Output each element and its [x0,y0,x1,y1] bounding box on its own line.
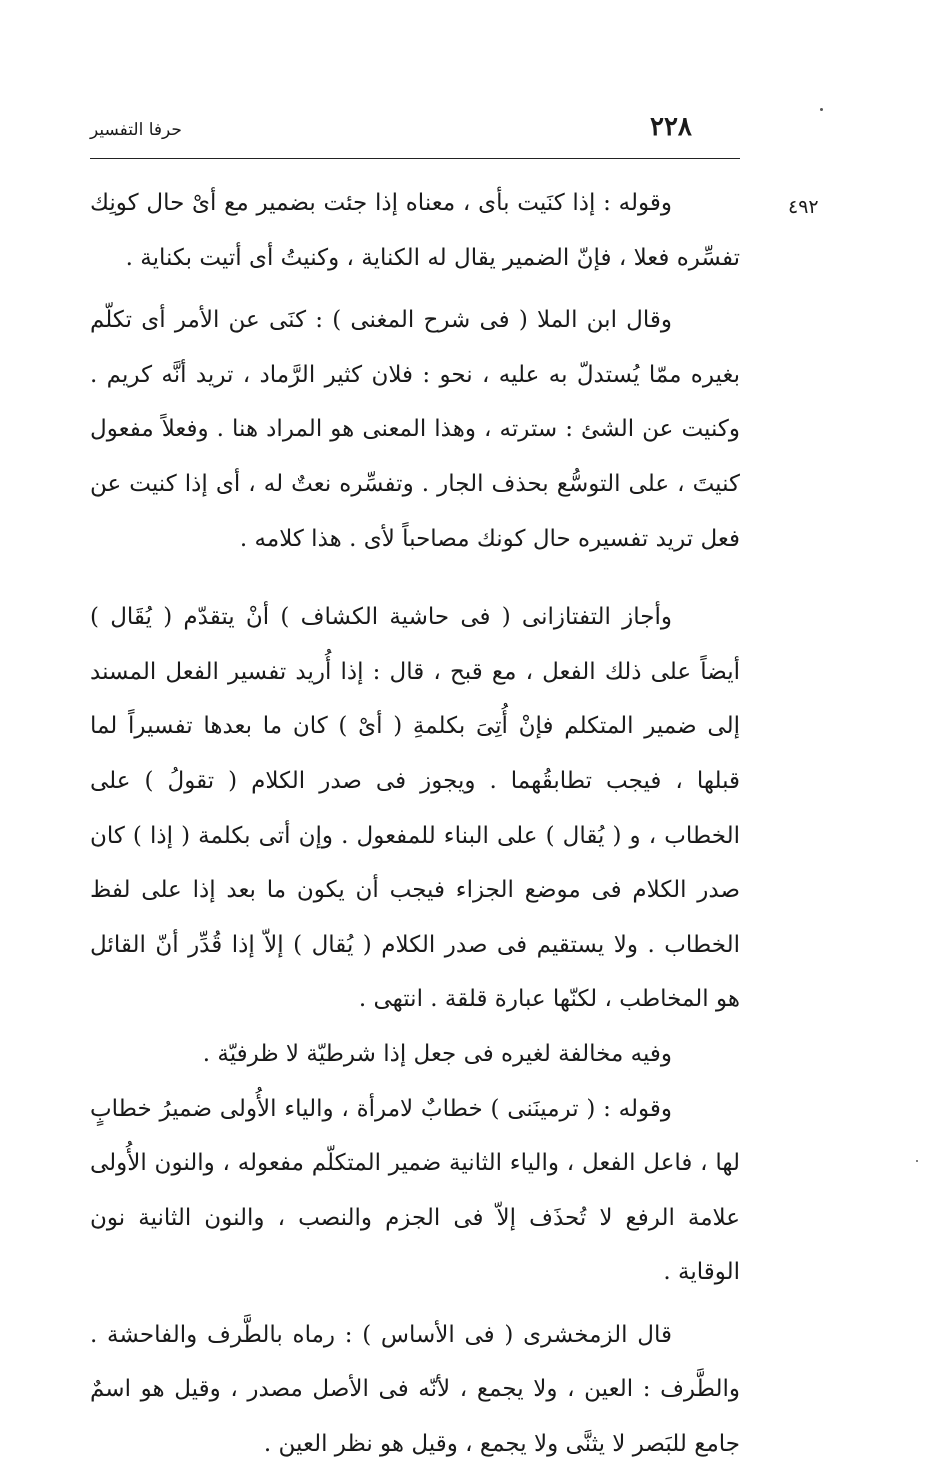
paragraph-2: وقال ابن الملا ( فى شرح المغنى ) : كنَى عن الأمر أى تكلّم بغيره ممّا يُستدلّ به عليه ، نحو : فلان كثير الرَّماد ، تريد أنَّه كريم . وكنيت عن الشئ : سترته ، وهذا المعنى هو المراد هنا . وفعلاً مفعول كنيتَ ، على التوسُّع بحذف الجار . وتفسِّره نعتٌ له ، أى إذا كنيت عن فعل تريد تفسيره حال كونك مصاحباً لأى . هذا كلامه . [90,307,740,552]
margin-entry-number: ٤٩٢ [788,196,819,218]
paragraph-1: وقوله : إذا كنَيت بأى ، معناه إذا جئت بضمير مع أىْ حال كونِك تفسِّره فعلا ، فإنّ الضمير يقال له الكناية ، وكنيتُ أى أتيت بكناية . [90,190,740,271]
paragraph-5: وقوله : ( ترمينَنى ) خطابٌ لامرأة ، والياء الأُولى ضميرُ خطابٍ لها ، فاعل الفعل ، والياء الثانية ضمير المتكلّم مفعوله ، والنون الأُولى علامة الرفع لا تُحذَف إلاّ فى الجزم والنصب ، والنون الثانية نون الوقاية . [90,1095,740,1286]
page-number: ٢٢٨ [650,112,692,142]
scan-speck [820,108,823,111]
scan-speck [916,1160,918,1162]
paragraph-3: وأجاز التفتازانى ( فى حاشية الكشاف ) أنْ يتقدّم ( يُقَال ) أيضاً على ذلك الفعل ، مع قبح ، قال : إذا أُريد تفسير الفعل المسند إلى ضمير المتكلم فإنْ أُتِىَ بكلمةِ ( أىْ ) كان ما بعدها تفسيراً لما قبلها ، فيجب تطابقُهما . ويجوز فى صدر الكلام ( تقولُ ) على الخطاب ، و ( يُقال ) على البناء للمفعول . وإن أتى بكلمة ( إذا ) كان صدر الكلام فى موضع الجزاء فيجب أن يكون ما بعد إذا على لفظ الخطاب . ولا يستقيم فى صدر الكلام ( يُقال ) إلاّ إذا قُدِّر أنّ القائل هو المخاطب ، لكنّها عبارة قلقة . انتهى . [90,604,740,1013]
header-divider [90,158,740,159]
page-header [90,108,740,158]
paragraph-6: قال الزمخشرى ( فى الأساس ) : رماه بالطَّرف والفاحشة . والطَّرف : العين ، ولا يجمع ، لأنّه فى الأصل مصدر ، وقيل هو اسمٌ جامع للبَصر لا يثنَّى ولا يجمع ، وقيل هو نظر العين . [90,1321,740,1458]
running-title: حرفا التفسير [90,120,182,140]
paragraph-4: وفيه مخالفة لغيره فى جعل إذا شرطيّة لا ظرفيّة . [202,1040,672,1067]
body-text [90,176,740,1472]
